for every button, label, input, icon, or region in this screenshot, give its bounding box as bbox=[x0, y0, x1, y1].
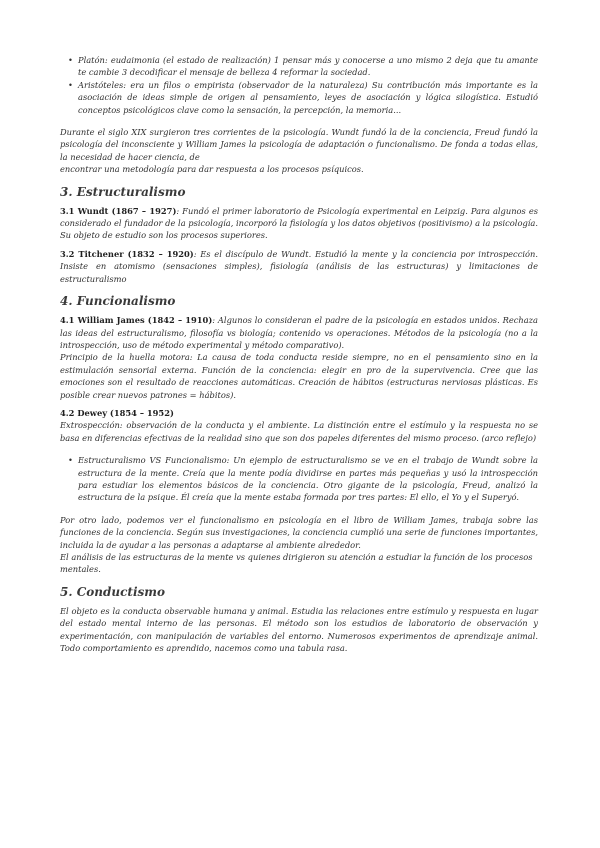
james-text: : Algunos lo consideran el padre de la psicología en estados unidos. Rechaza las ideas del estructuralismo, filosofía vs biología; contenido vs operaciones. Métodos de la psicología (no a la introspección, uso de método experimental y método comparativo). bbox=[60, 315, 538, 350]
intro-paragraph-continuation: encontrar una metodología para dar respuesta a los procesos psíquicos. bbox=[60, 164, 364, 175]
titchener-text: : Es el discípulo de Wundt. Estudió la mente y la conciencia por introspección. Insiste en atomismo (sensaciones simples), fisiología (análisis de las estructuras) y limitaciones de estructuralismo bbox=[60, 248, 538, 284]
intro-paragraph: Durante el siglo XIX surgieron tres corrientes de la psicología. Wundt fundó la de la conciencia, Freud fundó la psicología del inconsciente y William James la psicología de adaptación o funcionalismo. De fonda a todas ellas, la necesidad de hacer ciencia, de bbox=[60, 127, 538, 162]
titchener-paragraph bbox=[60, 248, 538, 285]
funcionalismo-example-paragraph: Por otro lado, podemos ver el funcionalismo en psicología en el libro de William James, trabaja sobre las funciones de la conciencia. Según sus investigaciones, la conciencia cumplió una serie de funciones importantes, incluida la de ayudar a las personas a adaptarse al ambiente alrededor. bbox=[60, 514, 538, 550]
bullet-platon: • Platón: eudaimonia (el estado de realización) 1 pensar más y conocerse a uno mismo 2 deja que tu amante te cambie 3 decodificar el mensaje de belleza 4 reformar la sociedad. bbox=[78, 54, 538, 79]
titchener-label: 3.2 Titchener (1832 – 1920) bbox=[60, 248, 194, 259]
james-paragraph bbox=[60, 314, 538, 351]
wundt-paragraph bbox=[60, 205, 538, 242]
conductismo-paragraph: El objeto es la conducta observable humana y animal. Estudia las relaciones entre estímulo y respuesta en lugar del estado mental interno de las personas. El método son los estudios de laboratorio de observación y experimentación, con manipulación de variables del entorno. Numerosos experimentos de aprendizaje animal. Todo comportamiento es aprendido, nacemos como una tabula rasa. bbox=[60, 605, 538, 654]
section-heading-funcionalismo: 4. Funcionalismo bbox=[60, 294, 176, 309]
section-heading-estructuralismo: 3. Estructuralismo bbox=[60, 184, 186, 199]
wundt-label: 3.1 Wundt (1867 – 1927) bbox=[60, 205, 177, 216]
wundt-text: : Fundó el primer laboratorio de Psicología experimental en Leipzig. Para algunos es considerado el fundador de la psicología, incorporó la fisiología y los datos objetivos (positivismo) a la psicología. Su objeto de estudio son los procesos superiores. bbox=[60, 205, 538, 241]
bullet-estructuralismo-vs-funcionalismo: • Estructuralismo VS Funcionalismo: Un ejemplo de estructuralismo se ve en el trabajo de Wundt sobre la estructura de la mente. Creía que la mente podía dividirse en partes más pequeñas y usó la introspección para estudiar los elementos básicos de la conciencia. Otro gigante de la psicología, Freud, analizó la estructura de la psique. Él creía que la mente estaba formada por tres partes: El ello, el Yo y el Superyó. bbox=[78, 454, 538, 504]
dewey-paragraph: Extrospección: observación de la conducta y el ambiente. La distinción entre el estímulo y la respuesta no se basa en diferencias efectivas de la realidad sino que son dos papeles diferentes del mismo proceso. (arco reflejo) bbox=[60, 420, 538, 443]
dewey-label: 4.2 Dewey (1854 – 1952) bbox=[60, 407, 174, 418]
comparison-bullet-list bbox=[60, 454, 538, 504]
section-heading-conductismo: 5. Conductismo bbox=[60, 584, 165, 599]
top-bullet-list bbox=[60, 54, 538, 116]
bullet-aristoteles: • Aristóteles: era un filos o empirista (observador de la naturaleza) Su contribución más importante es la asociación de ideas simple de origen al pensamiento, leyes de asociación y lógica silogística. Estudió conceptos psicológicos clave como la sensación, la percepción, la memoria... bbox=[78, 79, 538, 116]
analysis-paragraph: El análisis de las estructuras de la mente vs quienes dirigieron su atención a estudiar la función de los procesos mentales. bbox=[60, 552, 533, 575]
huella-motora-paragraph: Principio de la huella motora: La causa de toda conducta reside siempre, no en el pensamiento sino en la estimulación sensorial externa. Función de la conciencia: elegir en pro de la supervivencia. Cree que las emociones son el resultado de reacciones automáticas. Creación de hábitos (estructuras nerviosas plásticas. Es posible crear nuevos patrones = hábitos). bbox=[60, 352, 538, 400]
dewey-heading-line bbox=[60, 407, 538, 419]
james-label: 4.1 William James (1842 – 1910) bbox=[60, 315, 213, 326]
